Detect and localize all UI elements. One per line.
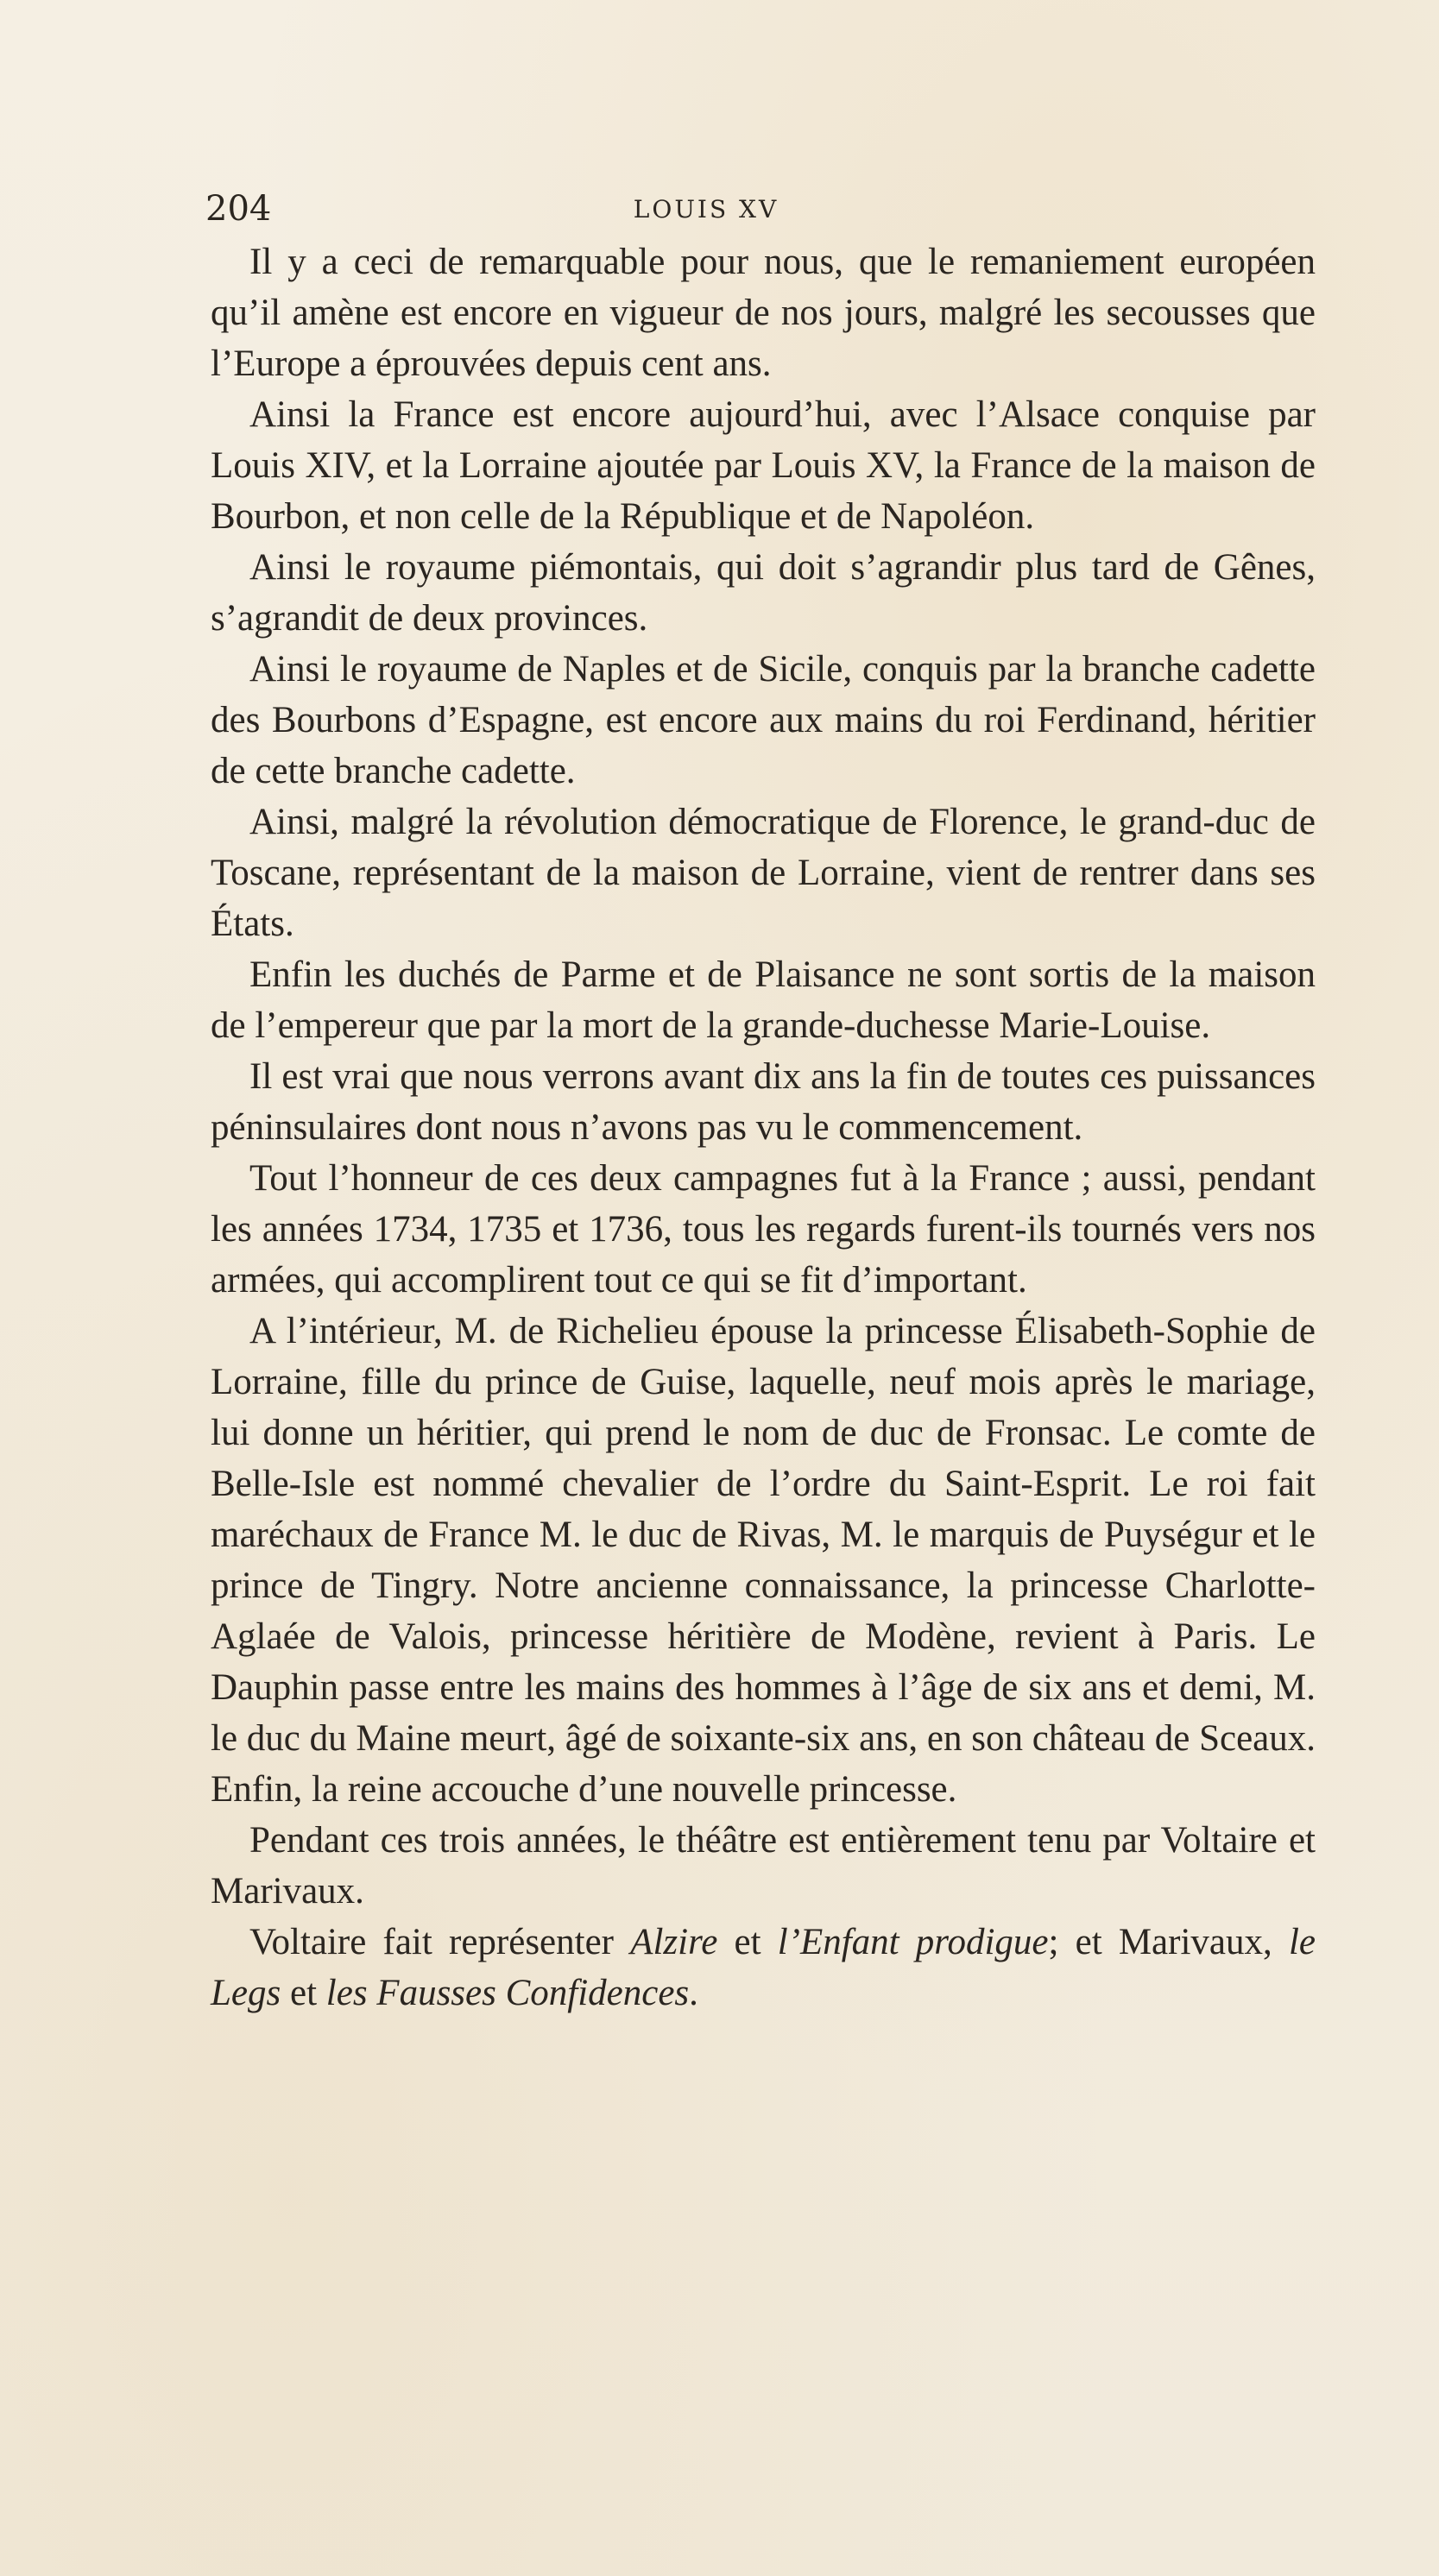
text-segment: ; et Marivaux,	[1048, 1922, 1289, 1962]
paragraph: Il est vrai que nous verrons avant dix ans la fin de toutes ces puissances péninsulaires dont nous n’avons pas vu le commencement.	[211, 1056, 1316, 1148]
text-segment: Voltaire fait représenter	[249, 1922, 631, 1962]
paragraph: A l’intérieur, M. de Richelieu épouse la princesse Élisabeth-Sophie de Lorraine, fille du prince de Guise, laquelle, neuf mois après le mariage, lui donne un héritier, qui prend le nom de duc de Fronsac. Le comte de Belle-Isle est nommé chevalier de l’ordre du Saint-Esprit. Le roi fait maréchaux de France M. le duc de Rivas, M. le marquis de Puységur et le prince de Tingry. Notre ancienne connaissance, la princesse Charlotte-Aglaée de Valois, princesse héritière de Modène, revient à Paris. Le Dauphin passe entre les mains des hommes à l’âge de six ans et demi, M. le duc du Maine meurt, âgé de soixante-six ans, en son château de Sceaux. Enfin, la reine accouche d’une nouvelle princesse.	[211, 1311, 1316, 1810]
paragraph: Tout l’honneur de ces deux campagnes fut à la France ; aussi, pendant les années 1734, 1735 et 1736, tous les regards furent-ils tournés vers nos armées, qui accomplirent tout ce qui se fit d’important.	[211, 1158, 1316, 1301]
running-title: LOUIS XV	[633, 195, 779, 224]
paragraph: Ainsi la France est encore aujourd’hui, avec l’Alsace conquise par Louis XIV, et la Lorraine ajoutée par Louis XV, la France de la maison de Bourbon, et non celle de la République et de Napoléon.	[211, 394, 1316, 537]
paragraph: Ainsi le royaume piémontais, qui doit s’agrandir plus tard de Gênes, s’agrandit de deux provinces.	[211, 547, 1316, 639]
work-title-alzire: Alzire	[630, 1922, 718, 1962]
body-text	[211, 236, 1316, 2019]
paragraph: Ainsi le royaume de Naples et de Sicile, conquis par la branche cadette des Bourbons d’Espagne, est encore aux mains du roi Ferdinand, héritier de cette branche cadette.	[211, 649, 1316, 791]
paragraph: Enfin les duchés de Parme et de Plaisance ne sont sortis de la maison de l’empereur que par la mort de la grande-duchesse Marie-Louise.	[211, 954, 1316, 1046]
page-number: 204	[205, 189, 272, 229]
work-title-legs: le Legs	[211, 1922, 1316, 2013]
paragraph: Pendant ces trois années, le théâtre est entièrement tenu par Voltaire et Marivaux.	[211, 1820, 1316, 1912]
paragraph: Il y a ceci de remarquable pour nous, que le remaniement européen qu’il amène est encore en vigueur de nos jours, malgré les secousses que l’Europe a éprouvées depuis cent ans.	[211, 242, 1316, 384]
paragraph-last	[211, 1917, 1316, 2019]
work-title-fausses-confidences: les Fausses Confidences	[325, 1973, 690, 2013]
text-segment: et	[717, 1922, 778, 1962]
paragraph: Ainsi, malgré la révolution démocratique de Florence, le grand-duc de Toscane, représentant de la maison de Lorraine, vient de rentrer dans ses États.	[211, 802, 1316, 944]
text-segment: .	[689, 1973, 698, 2013]
text-segment: et	[281, 1973, 326, 2013]
work-title-enfant-prodigue: l’Enfant prodigue	[777, 1922, 1049, 1962]
running-head	[205, 183, 1319, 235]
